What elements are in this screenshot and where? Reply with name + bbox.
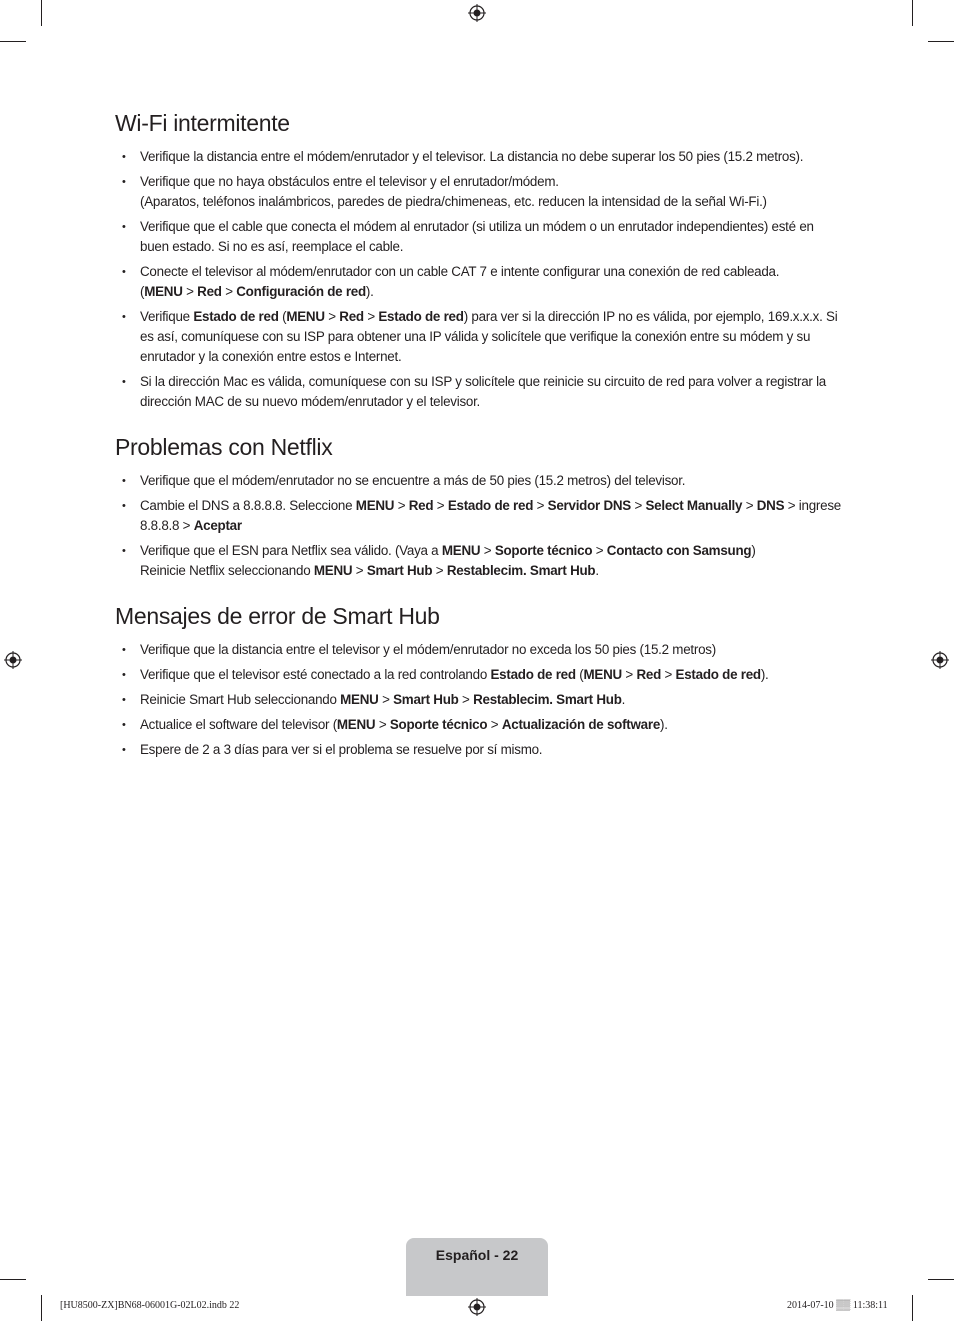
- text-run: >: [630, 498, 646, 513]
- page-number-label: Español - 22: [435, 1247, 519, 1263]
- registration-mark-icon: [468, 4, 486, 22]
- menu-path-term: Red: [636, 667, 662, 682]
- section-smart-hub: [115, 603, 845, 760]
- menu-path-term: Restablecim. Smart Hub: [446, 563, 596, 578]
- crop-mark-top-right-h: [928, 41, 954, 42]
- menu-path-term: Red: [408, 498, 434, 513]
- text-run: (: [140, 284, 145, 299]
- text-run: >: [458, 692, 474, 707]
- text-run: ).: [660, 717, 668, 732]
- crop-mark-bottom-left-h: [0, 1279, 26, 1280]
- menu-path-term: Configuración de red: [236, 284, 366, 299]
- list-item: [115, 307, 845, 367]
- text-run: >: [352, 563, 367, 578]
- menu-path-term: Servidor DNS: [547, 498, 631, 513]
- menu-path-term: MENU: [286, 309, 325, 324]
- crop-mark-bottom-right-h: [928, 1279, 954, 1280]
- menu-path-term: MENU: [340, 692, 379, 707]
- bullet-icon: •: [122, 475, 126, 487]
- text-run: >: [378, 692, 394, 707]
- text-run: (Aparatos, teléfonos inalámbricos, paredes de piedra/chimeneas, etc. reducen la intensidad de la señal Wi-Fi.): [140, 194, 767, 209]
- page-number-tab: [406, 1238, 548, 1296]
- text-run: .: [595, 563, 599, 578]
- text-run: Verifique que el ESN para Netflix sea válido. (Vaya a: [140, 543, 442, 558]
- text-run: ) para ver si la dirección IP no es válida, por ejemplo, 169.x.x.x. Si es así, comuníquese con su ISP para obtener una IP válida y solicítele que verifique la conexión entre su módem y su enrutador y la conexión entre estos e Internet.: [140, 309, 838, 364]
- text-run: Verifique: [140, 309, 194, 324]
- bullet-list: [115, 471, 845, 581]
- text-run: >: [480, 543, 495, 558]
- text-run: Reinicie Netflix seleccionando: [140, 563, 314, 578]
- text-run: >: [661, 667, 676, 682]
- bullet-list: [115, 640, 845, 760]
- list-item: [115, 690, 845, 710]
- menu-path-term: MENU: [355, 498, 395, 513]
- menu-path-term: MENU: [144, 284, 183, 299]
- bullet-icon: •: [122, 176, 126, 188]
- menu-path-term: Soporte técnico: [494, 543, 593, 558]
- bullet-icon: •: [122, 221, 126, 233]
- menu-path-term: DNS: [756, 498, 785, 513]
- menu-path-term: Estado de red: [447, 498, 534, 513]
- text-run: Reinicie Smart Hub seleccionando: [140, 692, 341, 707]
- bullet-icon: •: [122, 500, 126, 512]
- menu-path-term: Estado de red: [490, 667, 576, 682]
- text-run: > ingrese 8.8.8.8 >: [140, 498, 841, 533]
- bullet-icon: •: [122, 376, 126, 388]
- list-item: [115, 147, 845, 167]
- section-title: Wi-Fi intermitente: [115, 110, 290, 136]
- bullet-icon: •: [122, 545, 126, 557]
- section-title: Mensajes de error de Smart Hub: [115, 603, 440, 629]
- menu-path-term: Estado de red: [378, 309, 464, 324]
- menu-path-term: Red: [339, 309, 364, 324]
- crop-mark-bottom-right-v: [912, 1295, 913, 1321]
- menu-path-term: Smart Hub: [393, 692, 459, 707]
- crop-mark-top-left-h: [0, 41, 26, 42]
- bullet-icon: •: [122, 266, 126, 278]
- menu-path-term: Select Manually: [645, 498, 743, 513]
- text-run: Verifique que el módem/enrutador no se encuentre a más de 50 pies (15.2 metros) del televisor.: [140, 473, 686, 488]
- print-slug-right: 2014-07-10 ▒▒ 11:38:11: [787, 1300, 888, 1311]
- print-slug-left: [HU8500-ZX]BN68-06001G-02L02.indb 22: [60, 1300, 240, 1311]
- list-item: [115, 740, 845, 760]
- bullet-icon: •: [122, 744, 126, 756]
- text-run: >: [742, 498, 757, 513]
- text-run: >: [375, 717, 390, 732]
- text-run: >: [324, 309, 340, 324]
- list-item: [115, 262, 845, 302]
- text-run: Espere de 2 a 3 días para ver si el problema se resuelve por sí mismo.: [140, 742, 543, 757]
- list-item: [115, 372, 845, 412]
- menu-path-term: MENU: [583, 667, 622, 682]
- menu-path-term: Soporte técnico: [389, 717, 488, 732]
- text-run: Cambie el DNS a 8.8.8.8. Seleccione: [140, 498, 356, 513]
- bullet-icon: •: [122, 311, 126, 323]
- list-item: [115, 496, 845, 536]
- menu-path-term: Smart Hub: [366, 563, 433, 578]
- text-run: ).: [365, 284, 374, 299]
- text-run: Conecte el televisor al módem/enrutador con un cable CAT 7 e intente configurar una conexión de red cableada.: [140, 264, 780, 279]
- list-item: [115, 217, 845, 257]
- bullet-icon: •: [122, 669, 126, 681]
- bullet-icon: •: [122, 644, 126, 656]
- section-wifi: [115, 110, 845, 412]
- menu-path-term: Estado de red: [193, 309, 279, 324]
- menu-path-term: Red: [197, 284, 222, 299]
- registration-mark-icon: [468, 1298, 486, 1316]
- menu-path-term: Contacto con Samsung: [606, 543, 752, 558]
- registration-mark-icon: [4, 651, 22, 669]
- list-item: [115, 640, 845, 660]
- menu-path-term: Aceptar: [193, 518, 242, 533]
- text-run: >: [363, 309, 379, 324]
- document-body: [115, 110, 845, 782]
- text-run: >: [621, 667, 637, 682]
- text-run: Verifique que no haya obstáculos entre el televisor y el enrutador/módem.: [140, 174, 559, 189]
- section-netflix: [115, 434, 845, 581]
- bullet-list: [115, 147, 845, 412]
- list-item: [115, 172, 845, 212]
- bullet-icon: •: [122, 694, 126, 706]
- menu-path-term: MENU: [313, 563, 353, 578]
- text-run: >: [533, 498, 548, 513]
- menu-path-term: Estado de red: [675, 667, 761, 682]
- text-run: (: [575, 667, 584, 682]
- text-run: >: [592, 543, 607, 558]
- list-item: [115, 715, 845, 735]
- text-run: Verifique que el televisor esté conectado a la red controlando: [140, 667, 491, 682]
- list-item: [115, 665, 845, 685]
- text-run: Verifique que el cable que conecta el módem al enrutador (si utiliza un módem o un enrutador independientes) esté en buen estado. Si no es así, reemplace el cable.: [140, 219, 814, 254]
- text-run: >: [432, 563, 447, 578]
- menu-path-term: Restablecim. Smart Hub: [473, 692, 622, 707]
- bullet-icon: •: [122, 719, 126, 731]
- text-run: .: [621, 692, 626, 707]
- text-run: >: [487, 717, 502, 732]
- text-run: Verifique que la distancia entre el televisor y el módem/enrutador no exceda los 50 pies (15.2 metros): [140, 642, 716, 657]
- text-run: >: [433, 498, 448, 513]
- crop-mark-top-right-v: [912, 0, 913, 26]
- section-title: Problemas con Netflix: [115, 434, 333, 460]
- registration-mark-icon: [931, 651, 949, 669]
- crop-mark-top-left-v: [41, 0, 42, 26]
- text-run: >: [221, 284, 237, 299]
- text-run: Verifique la distancia entre el módem/enrutador y el televisor. La distancia no debe superar los 50 pies (15.2 metros).: [140, 149, 804, 164]
- text-run: >: [394, 498, 409, 513]
- text-run: ).: [760, 667, 769, 682]
- menu-path-term: Actualización de software: [501, 717, 661, 732]
- text-run: (: [278, 309, 287, 324]
- list-item: [115, 541, 845, 581]
- menu-path-term: MENU: [441, 543, 481, 558]
- menu-path-term: MENU: [336, 717, 376, 732]
- list-item: [115, 471, 845, 491]
- text-run: >: [182, 284, 198, 299]
- crop-mark-bottom-left-v: [41, 1295, 42, 1321]
- text-run: ): [751, 543, 756, 558]
- bullet-icon: •: [122, 151, 126, 163]
- text-run: Actualice el software del televisor (: [140, 717, 337, 732]
- text-run: Si la dirección Mac es válida, comuníquese con su ISP y solicítele que reinicie su circuito de red para volver a registrar la dirección MAC de su nuevo módem/enrutador y el televisor.: [140, 374, 826, 409]
